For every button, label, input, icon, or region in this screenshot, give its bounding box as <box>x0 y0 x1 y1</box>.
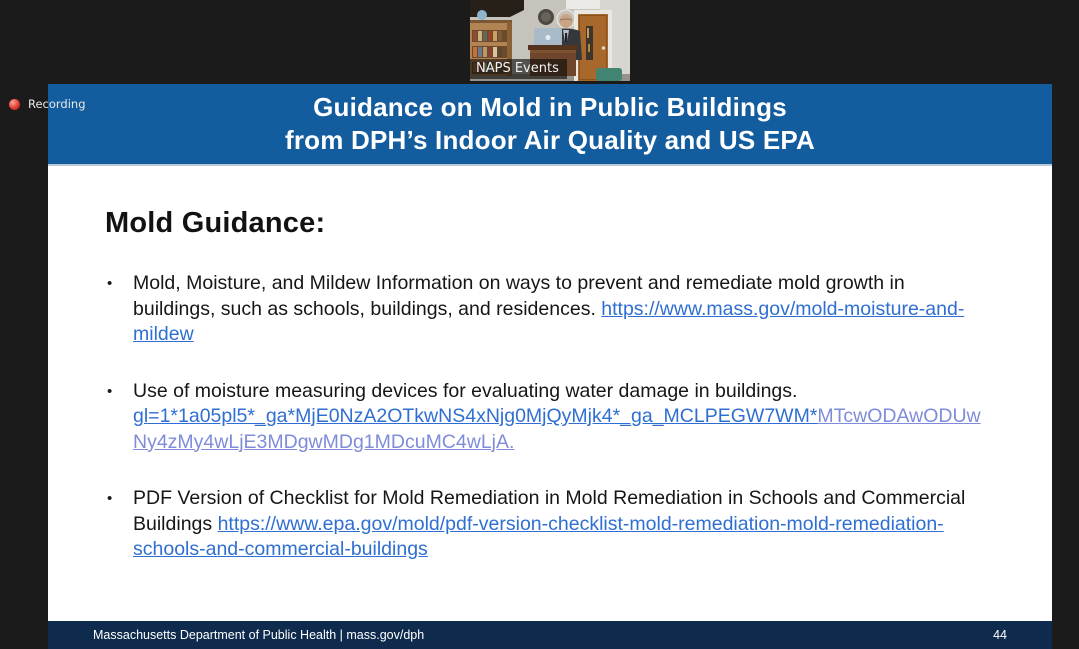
hyperlink[interactable]: gl=1*1a05pl5*_ga*MjE0NzA2OTkwNS4xNjg0MjQyMjk4*_ga_MCLPEGW7WM* <box>133 405 818 427</box>
bullet-text <box>133 379 987 456</box>
bullet-text <box>133 271 987 348</box>
bullet-marker-icon: • <box>107 490 113 507</box>
page-number: 44 <box>993 628 1007 642</box>
bullet-marker-icon: • <box>107 382 113 400</box>
recording-indicator <box>9 97 86 111</box>
footer-org-text: Massachusetts Department of Public Health | mass.gov/dph <box>93 628 425 642</box>
participant-video-tile[interactable] <box>470 0 630 81</box>
hyperlink[interactable]: https://www.mass.gov/mold-moisture-and-mildew <box>133 297 965 345</box>
presentation-slide <box>48 84 1052 649</box>
recording-label: Recording <box>28 97 86 111</box>
recording-dot-icon <box>9 99 20 110</box>
bullet-item <box>105 379 992 456</box>
slide-heading: Mold Guidance: <box>105 207 326 239</box>
bullet-text <box>133 486 987 563</box>
slide-footer <box>48 621 1052 649</box>
slide-header <box>48 84 1052 166</box>
bullet-text-segment: Mold, Moisture, and Mildew Information on ways to prevent and remediate mold growth in buildings, such as schools, buildings, and residences. <box>133 272 905 320</box>
bullet-item <box>105 271 992 348</box>
participant-name-label: NAPS Events <box>470 59 567 79</box>
slide-title-line1: Guidance on Mold in Public Buildings <box>313 92 787 122</box>
slide-title-line2: from DPH’s Indoor Air Quality and US EPA <box>285 125 815 155</box>
slide-body <box>48 166 1052 621</box>
bullet-text-segment: PDF Version of Checklist for Mold Remediation in Mold Remediation in Schools and Commercial Buildings <box>133 487 966 535</box>
hyperlink[interactable]: https://www.epa.gov/mold/pdf-version-checklist-mold-remediation-mold-remediation-schools-and-commercial-buildings <box>133 512 944 560</box>
bullet-text-segment: Use of moisture measuring devices for evaluating water damage in buildings. <box>133 379 798 402</box>
bullet-item <box>105 486 992 563</box>
bullet-marker-icon: • <box>107 275 113 292</box>
bullet-list <box>105 271 992 563</box>
hyperlink[interactable]: MTcwODAwODUwNy4zMy4wLjE3MDgwMDg1MDcuMC4wLjA. <box>133 405 981 453</box>
